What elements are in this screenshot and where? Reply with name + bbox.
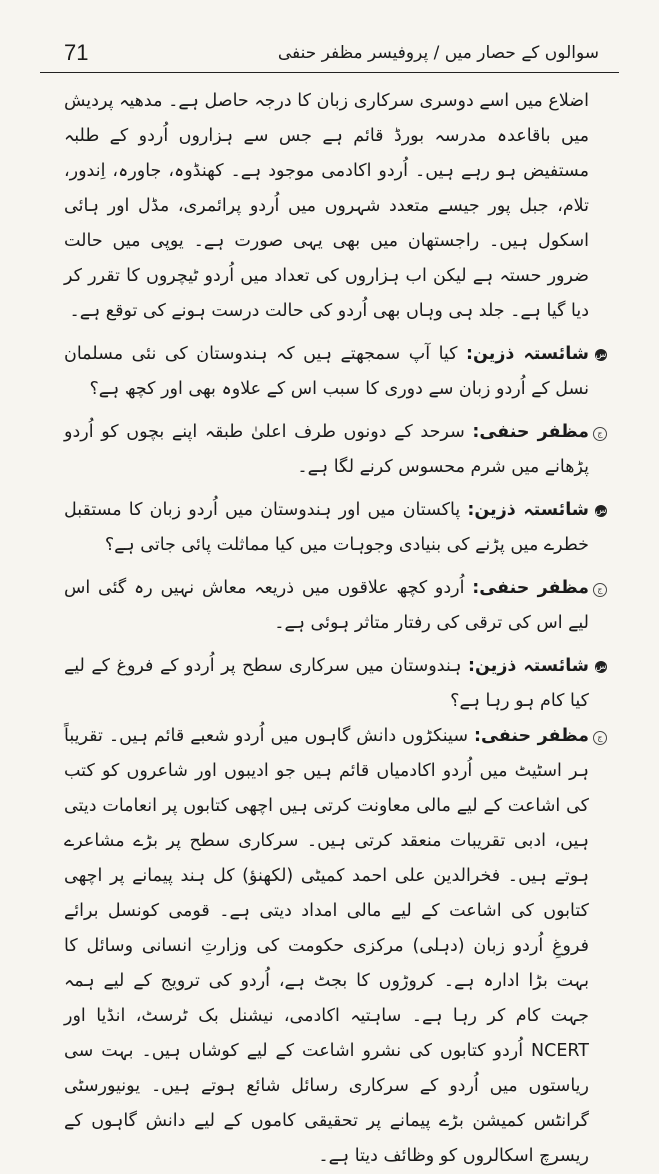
respondent-name: مظفر حنفی: [474,726,589,746]
question-marker-icon: س [595,662,607,672]
question-marker-icon: س [595,350,607,360]
respondent-name: مظفر حنفی: [472,578,589,598]
answer-text: سینکڑوں دانش گاہوں میں اُردو شعبے قائم ہیں۔ تقریباً ہر اسٹیٹ میں اُردو اکادمیاں قائم ہیں جو ادیبوں اور شاعروں کو کتب کی اشاعت کے لیے مالی معاونت کرتی ہیں اچھی کتابوں پر انعامات دیتی ہیں، ادبی تقریبات منعقد کرتی ہیں۔ سرکاری سطح پر بڑے مشاعرے ہوتے ہیں۔ فخرالدین علی احمد کمیٹی (لکھنؤ) کل ہند پیمانے پر اچھی کتابوں کی اشاعت کے لیے مالی امداد دیتی ہے۔ قومی کونسل برائے فروغِ اُردو زبان (دہلی) مرکزی حکومت کی وزارتِ انسانی وسائل کا بہت بڑا ادارہ ہے۔ کروڑوں کا بجٹ ہے، اُردو کی ترویج کے لیے ہمہ جہت کام کر رہا ہے۔ ساہتیہ اکادمی، نیشنل بک ٹرسٹ، انڈیا اور NCERT اُردو کتابوں کی نشرو اشاعت کے لیے کوشاں ہیں۔ بہت سی ریاستوں میں اُردو کے سرکاری رسائل شائع ہوتے ہیں۔ یونیورسٹی گرانٹس کمیشن بڑے پیمانے پر تحقیقی کاموں کے لیے دانش گاہوں کے ریسرچ اسکالروں کو وظائف دیتا ہے۔ [64,726,589,1166]
interviewer-name: شائستہ ذزین: [467,500,589,520]
question-block [64,649,607,719]
paragraph [64,84,589,329]
interviewer-name: شائستہ ذزین: [466,344,590,364]
interviewer-name: شائستہ ذزین: [468,656,589,676]
paragraph-text: اضلاع میں اسے دوسری سرکاری زبان کا درجہ حاصل ہے۔ مدھیہ پردیش میں باقاعدہ مدرسہ بورڈ قائم ہے جس سے ہزاروں اُردو کے طلبہ مستفیض ہو رہے ہیں۔ اُردو اکادمی موجود ہے۔ کھنڈوہ، جاورہ، اِندور، تلام، جبل پور جیسے متعدد شہروں میں اُردو پرائمری، مڈل اور ہائی اسکول ہیں۔ راجستھان میں بھی یہی صورت ہے۔ یوپی میں حالت ضرور حستہ ہے لیکن اب ہزاروں کی تعداد میں اُردو ٹیچروں کا تقرر کر دیا گیا ہے۔ جلد ہی وہاں بھی اُردو کی حالت درست ہونے کی توقع ہے۔ [64,91,589,321]
page-body [64,84,607,1174]
question-text: پاکستان میں اور ہندوستان میں اُردو زبان کا مستقبل خطرے میں پڑنے کی بنیادی وجوہات میں کیا مماثلت پائی جاتی ہے؟ [64,500,589,555]
answer-block [64,719,603,1174]
question-block [64,337,607,407]
answer-marker-icon: ج [593,427,607,441]
question-block [64,493,607,563]
running-title: سوالوں کے حصار میں / پروفیسر مظفر حنفی [277,43,599,63]
answer-block [64,415,603,485]
answer-text: سرحد کے دونوں طرف اعلیٰ طبقہ اپنے بچوں کو اُردو پڑھانے میں شرم محسوس کرنے لگا ہے۔ [64,422,589,477]
page-number: 71 [64,40,89,65]
answer-marker-icon: ج [593,731,607,745]
page-header [40,36,619,73]
question-marker-icon: س [595,506,607,516]
respondent-name: مظفر حنفی: [472,422,589,442]
question-text: ہندوستان میں سرکاری سطح پر اُردو کے فروغ کے لیے کیا کام ہو رہا ہے؟ [64,656,589,711]
answer-marker-icon: ج [593,583,607,597]
answer-block [64,571,603,641]
answer-text: اُردو کچھ علاقوں میں ذریعہ معاش نہیں رہ گئی اس لیے اس کی ترقی کی رفتار متاثر ہوئی ہے۔ [64,578,589,633]
question-text: کیا آپ سمجھتے ہیں کہ ہندوستان کی نئی مسلمان نسل کے اُردو زبان سے دوری کا سبب اس کے علاوہ بھی اور کچھ ہے؟ [64,344,589,399]
